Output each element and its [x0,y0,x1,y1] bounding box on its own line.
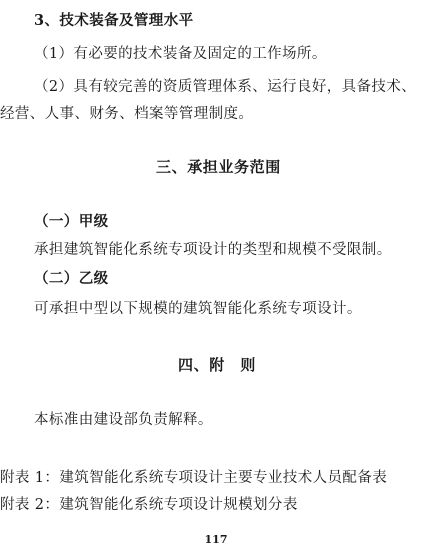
section-3-item-1: （1）有必要的技术装备及固定的工作场所。 [34,46,327,62]
grade-a-title: （一）甲级 [34,213,109,230]
section-3-item-2-line-1: （2）具有较完善的资质管理体系、运行良好，具备技术、 [34,79,417,95]
section-3-title: 3、技术装备及管理水平 [34,12,194,29]
appendix-table-1: 附表 1：建筑智能化系统专项设计主要专业技术人员配备表 [0,470,388,486]
scope-heading: 三、承担业务范围 [156,158,281,176]
grade-a-text: 承担建筑智能化系统专项设计的类型和规模不受限制。 [34,242,392,258]
page-number: 117 [204,533,228,546]
appendix-text: 本标准由建设部负责解释。 [34,412,213,428]
grade-b-title: （二）乙级 [34,270,109,287]
appendix-table-2: 附表 2：建筑智能化系统专项设计规模划分表 [0,497,298,513]
grade-b-text: 可承担中型以下规模的建筑智能化系统专项设计。 [34,301,362,317]
section-3-item-2-line-2: 经营、人事、财务、档案等管理制度。 [0,106,254,122]
appendix-heading: 四、附 则 [178,356,257,374]
